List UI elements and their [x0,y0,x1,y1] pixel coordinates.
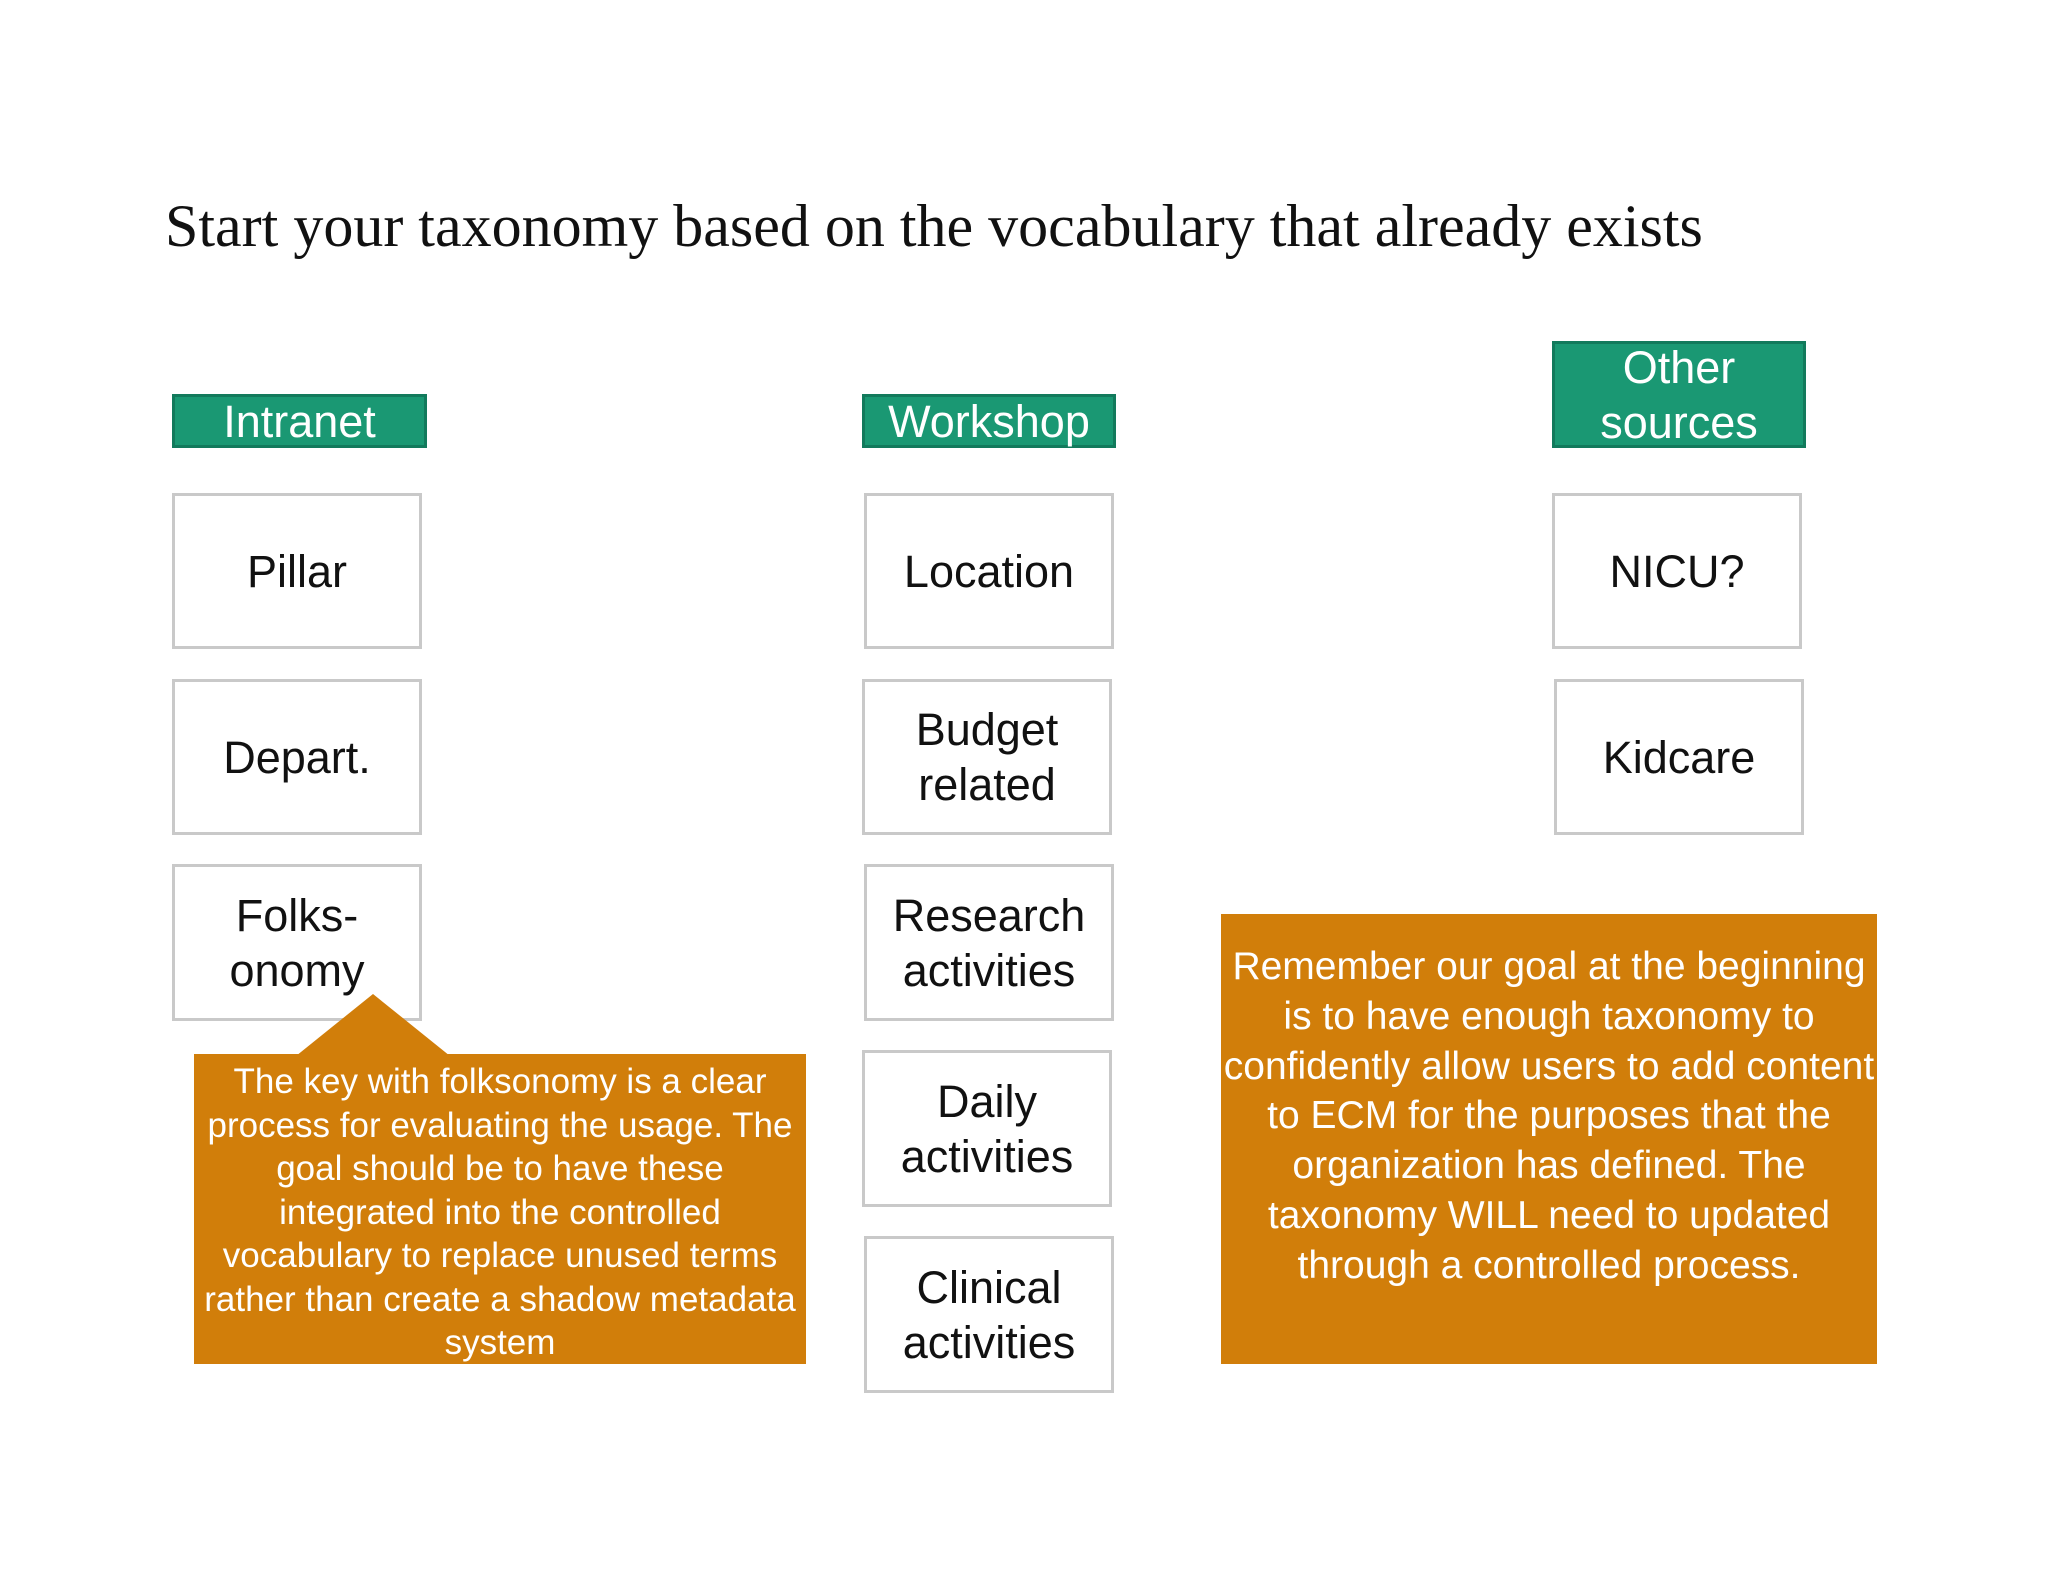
term-label: Depart. [223,731,371,783]
column-header-workshop-label: Workshop [888,395,1090,447]
term-box-kidcare [1554,679,1804,835]
goal-callout [1221,914,1877,1364]
term-label: NICU? [1609,545,1745,597]
column-header-intranet [172,394,427,448]
column-header-workshop [862,394,1116,448]
folksonomy-callout-text: The key with folksonomy is a clear process for evaluating the usage. The goal should be to have these integrated into the controlled vocabulary to replace unused terms rather than create a shadow metadata system [204,1062,796,1362]
term-box-folksonomy [172,864,422,1021]
term-label: Kidcare [1602,731,1756,783]
slide-title: Start your taxonomy based on the vocabulary that already exists [165,193,1703,259]
goal-callout-text: Remember our goal at the beginning is to have enough taxonomy to confidently allow users to add content to ECM for the purposes that the organization has defined. The taxonomy WILL need to updated through a controlled process. [1223,945,1875,1287]
term-box-daily-activities [862,1050,1112,1207]
term-label: Budget related [915,704,1059,810]
term-label: Clinical activities [902,1261,1076,1368]
term-box-clinical-activities [864,1236,1114,1393]
term-label: Folks- onomy [229,889,365,996]
term-label: Location [903,545,1075,597]
column-header-other-sources-label: Other sources [1600,341,1758,448]
term-label: Pillar [246,545,348,597]
term-box-budget-related [862,679,1112,835]
term-box-nicu [1552,493,1802,649]
column-header-other-sources [1552,341,1806,448]
term-label: Daily activities [900,1075,1074,1182]
term-box-location [864,493,1114,649]
folksonomy-callout [194,1054,806,1364]
column-header-intranet-label: Intranet [223,395,376,447]
term-box-research-activities [864,864,1114,1021]
term-box-pillar [172,493,422,649]
term-label: Research activities [892,889,1086,996]
term-box-depart [172,679,422,835]
